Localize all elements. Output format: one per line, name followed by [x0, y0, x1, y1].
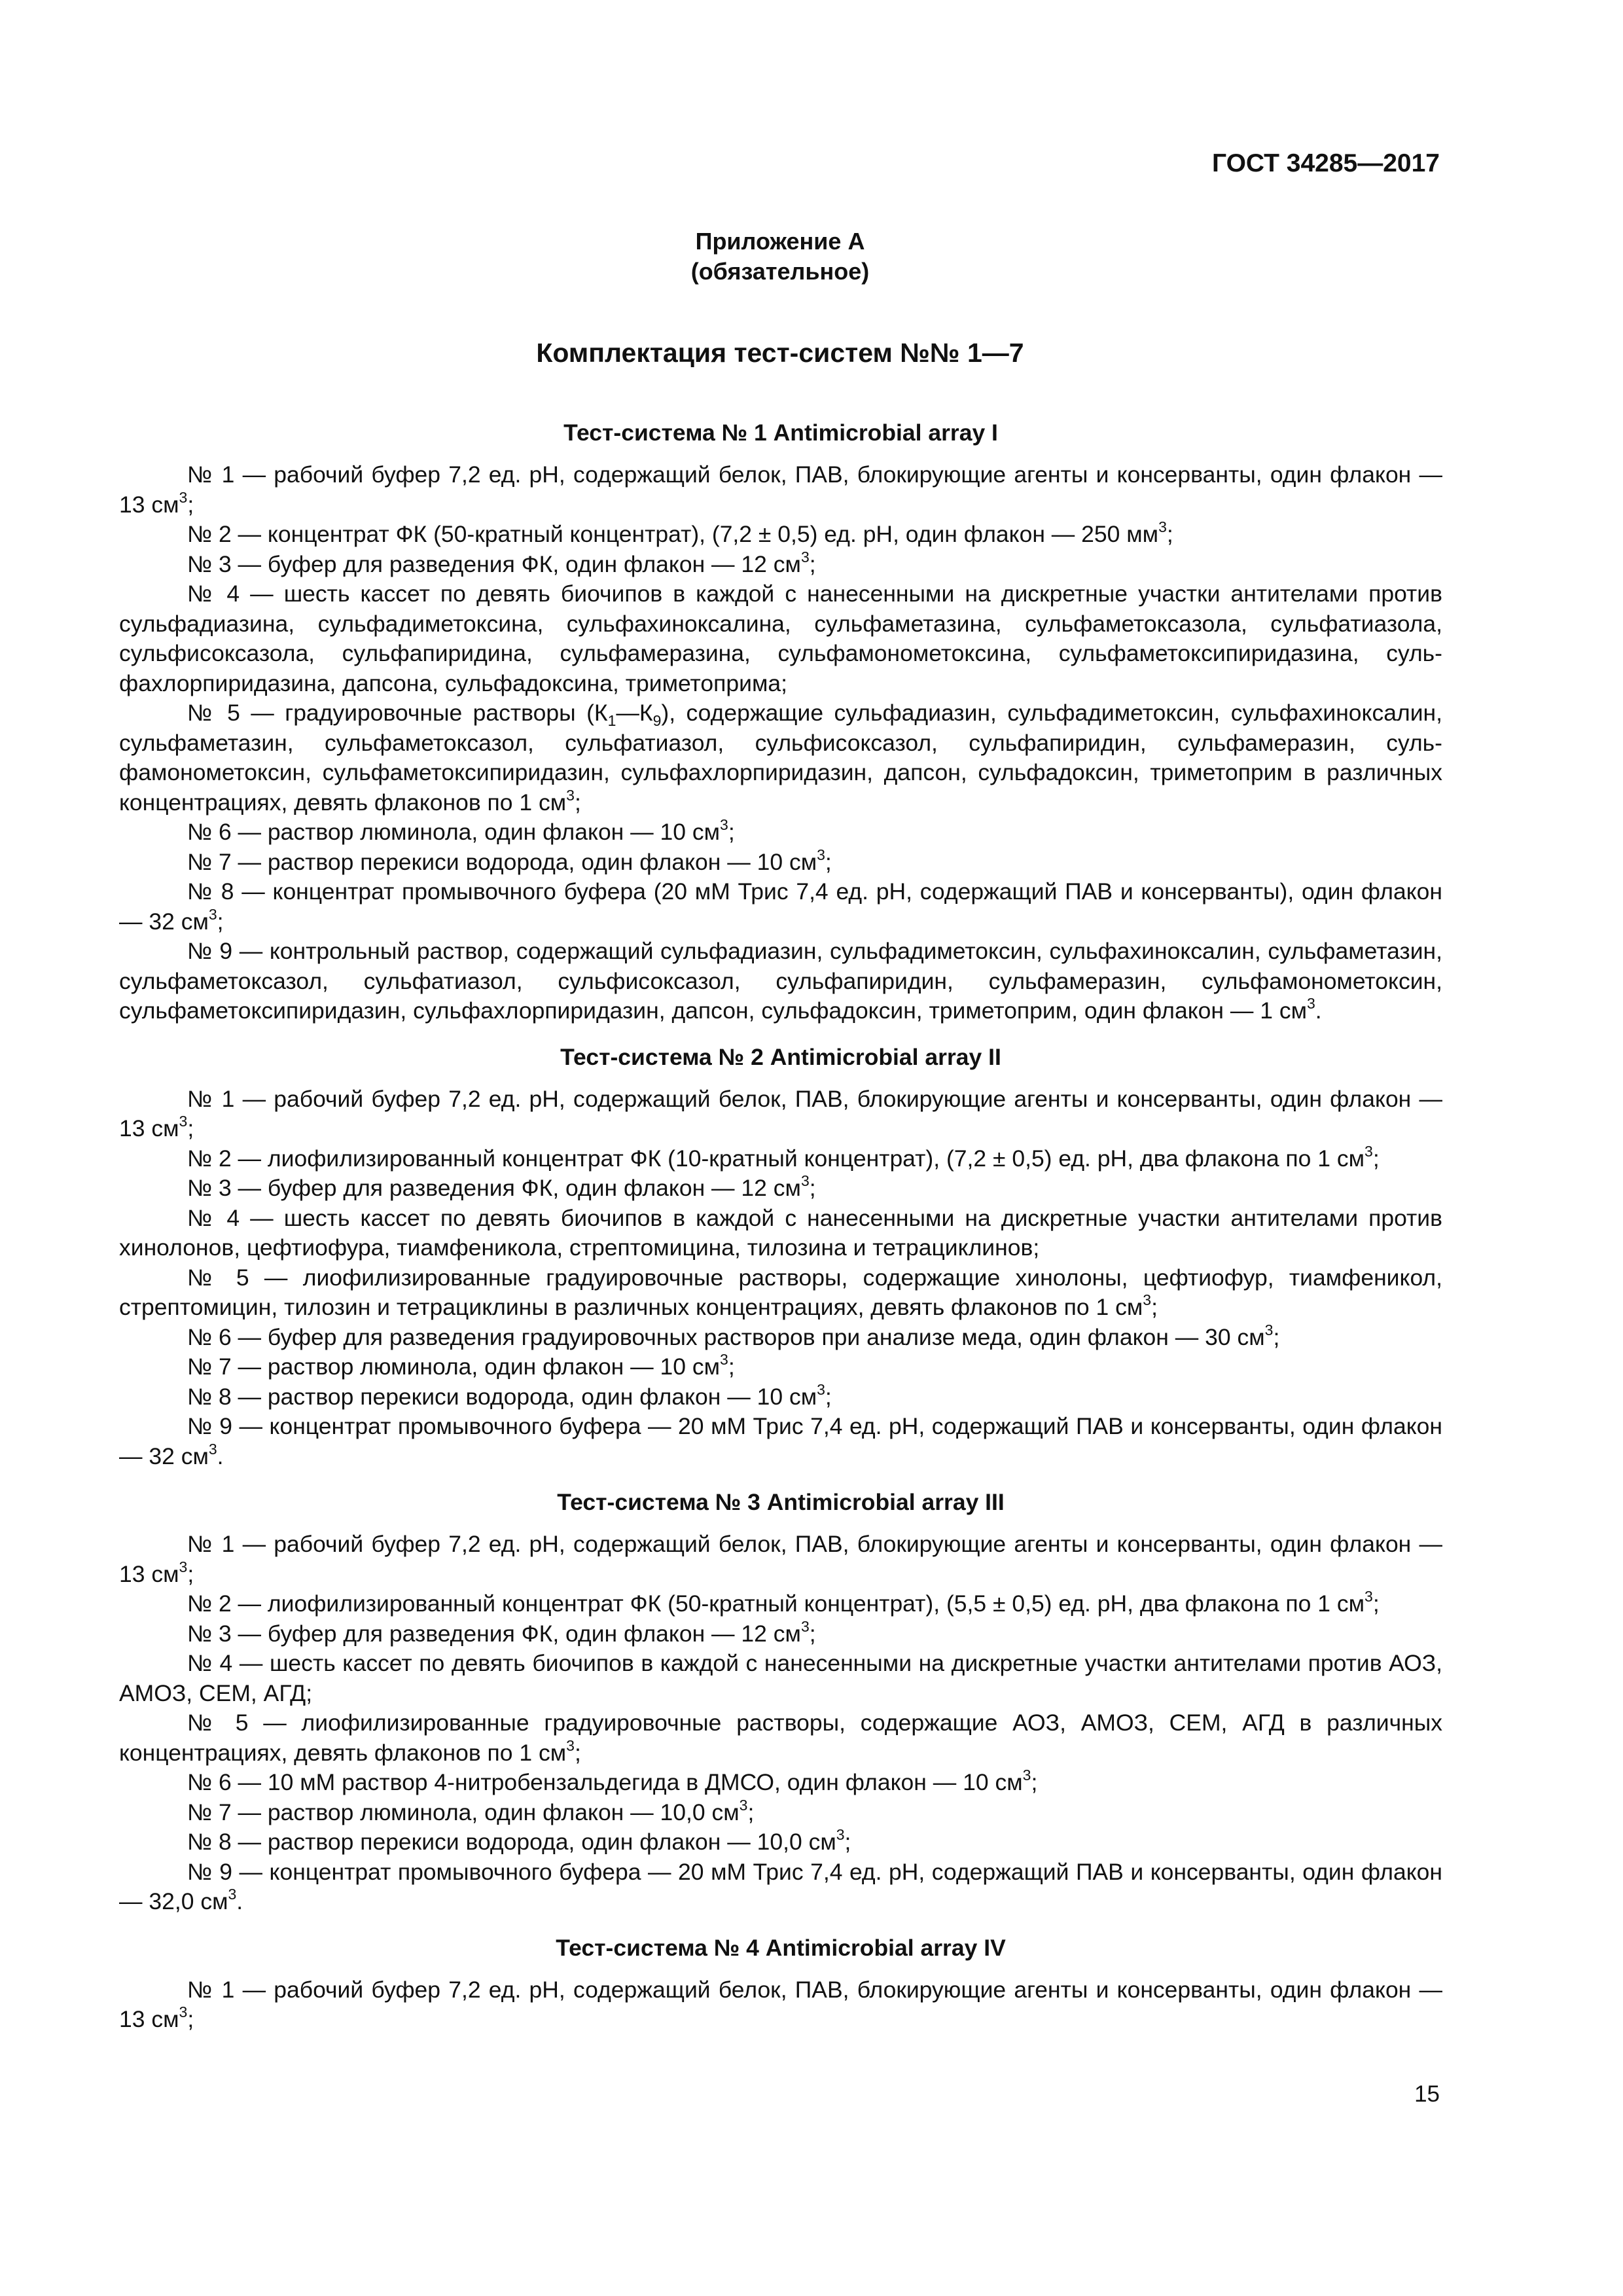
list-item: № 2 — лиофилизированный концентрат ФК (50-кратный концентрат), (5,5 ± 0,5) ед. pH, два флакона по 1 $см^3$;	[187, 1588, 1380, 1617]
test-system-1	[119, 418, 1442, 1026]
document-code: ГОСТ 34285—2017	[1212, 149, 1440, 177]
list-item: № 4 — шесть кассет по девять биочипов в каждой с нанесенными на дискретные участки антителами против хинолонов, цефтиофура, тиамфеникола, стрептомицина, тилозина и тетрациклинов;	[119, 1204, 1442, 1261]
list-item: № 3 — буфер для разведения ФК, один флакон — 12 $см^3$;	[187, 1172, 816, 1201]
list-item: № 2 — лиофилизированный концентрат ФК (10-кратный концентрат), (7,2 ± 0,5) ед. pH, два флакона по 1 $см^3$;	[187, 1142, 1380, 1172]
list-item: № 6 — 10 мМ раствор 4-нитробензальдегида в ДМСО, один флакон — 10 $см^3$;	[187, 1767, 1038, 1795]
test-system-3	[119, 1487, 1442, 1917]
list-item: № 3 — буфер для разведения ФК, один флакон — 12 $см^3$;	[187, 1617, 816, 1647]
list-item: № 5 — градуировочные растворы $(К_1—К_9)$, содержащие сульфадиазин, сульфадиметоксин, сульфахиноксалин, сульфаметазин, сульфаметоксазол, сульфатиазол, сульфисоксазол, сульфапиридин, сульфамеразин, сульфамонометоксин, сульфаметоксипиридазин, сульфахлорпиридазин, дапсон, сульфадоксин, триметоприм в различных концентрациях, девять флаконов по 1 $см^3$;	[119, 700, 1442, 816]
list-item: № 7 — раствор люминола, один флакон — 10 $см^3$;	[187, 1351, 735, 1380]
list-item: № 1 — рабочий буфер 7,2 ед. pH, содержащий белок, ПАВ, блокирующие агенты и консерванты, один флакон — 13 $см^3$;	[119, 1531, 1442, 1587]
list-item: № 2 — концентрат ФК (50-кратный концентрат), (7,2 ± 0,5) ед. pH, один флакон — 250 $мм^3$;	[187, 518, 1173, 547]
list-item: № 7 — раствор люминола, один флакон — 10,0 $см^3$;	[187, 1796, 755, 1825]
page-number: 15	[1414, 2081, 1440, 2107]
section-title: Тест-система № 2 Antimicrobial array II	[560, 1043, 1001, 1070]
test-system-2	[119, 1042, 1442, 1472]
list-item: № 1 — рабочий буфер 7,2 ед. pH, содержащий белок, ПАВ, блокирующие агенты и консерванты, один флакон — 13 $см^3$;	[119, 1976, 1442, 2032]
list-item: № 1 — рабочий буфер 7,2 ед. pH, содержащий белок, ПАВ, блокирующие агенты и консерванты, один флакон — 13 $см^3$;	[119, 1085, 1442, 1141]
annex-status: (обязательное)	[690, 258, 870, 285]
annex-heading	[118, 226, 1442, 287]
annex-title: Приложение А	[695, 228, 865, 255]
list-item: № 6 — буфер для разведения градуировочных растворов при анализе меда, один флакон — 30 $см^3$;	[187, 1321, 1280, 1350]
document-body	[119, 418, 1442, 2035]
section-title: Тест-система № 3 Antimicrobial array III	[557, 1489, 1005, 1515]
list-item: № 4 — шесть кассет по девять биочипов в каждой с нанесенными на дискретные участки антителами против сульфадиазина, сульфадиметоксина, сульфахиноксалина, сульфаметазина, сульфаметоксазола, сульфатиазола, сульфисоксазола, сульфапиридина, сульфамеразина, сульфамонометоксина, сульфаметоксипиридазина, сульфахлорпиридазина, дапсона, сульфадоксина, триметоприма;	[119, 581, 1442, 696]
list-item: № 9 — контрольный раствор, содержащий сульфадиазин, сульфадиметоксин, сульфахиноксалин, сульфаметазин, сульфаметоксазол, сульфатиазол, сульфисоксазол, сульфапиридин, сульфамеразин, сульфамонометоксин, сульфаметоксипиридазин, сульфахлорпиридазин, дапсон, сульфадоксин, триметоприм, один флакон — 1 $см^3$.	[119, 938, 1442, 1024]
test-system-4	[119, 1933, 1442, 2035]
list-item: № 3 — буфер для разведения ФК, один флакон — 12 $см^3$;	[187, 548, 816, 577]
list-item: № 4 — шесть кассет по девять биочипов в каждой с нанесенными на дискретные участки антителами против АОЗ, АМОЗ, СЕМ, АГД;	[119, 1650, 1442, 1706]
list-item: № 5 — лиофилизированные градуировочные растворы, содержащие АОЗ, АМОЗ, СЕМ, АГД в различных концентрациях, девять флаконов по 1 $см^3$;	[119, 1710, 1442, 1766]
section-title: Тест-система № 4 Antimicrobial array IV	[556, 1934, 1006, 1961]
list-item: № 8 — раствор перекиси водорода, один флакон — 10,0 $см^3$;	[187, 1826, 851, 1855]
list-item: № 8 — концентрат промывочного буфера (20 мМ Трис 7,4 ед. pH, содержащий ПАВ и консерванты), один флакон — 32 $см^3$;	[119, 878, 1442, 935]
section-title: Тест-система № 1 Antimicrobial array I	[563, 420, 998, 446]
list-item: № 5 — лиофилизированные градуировочные растворы, содержащие хинолоны, цефтиофур, тиамфеникол, стрептомицин, тилозин и тетрациклины в различных концентрациях, девять флаконов по 1 $см^3$;	[119, 1264, 1442, 1320]
list-item: № 1 — рабочий буфер 7,2 ед. pH, содержащий белок, ПАВ, блокирующие агенты и консерванты, один флакон — 13 $см^3$;	[119, 461, 1442, 518]
list-item: № 8 — раствор перекиси водорода, один флакон — 10 $см^3$;	[187, 1380, 832, 1410]
page-title: Комплектация тест-систем №№ 1—7	[536, 338, 1024, 368]
list-item: № 7 — раствор перекиси водорода, один флакон — 10 $см^3$;	[187, 846, 832, 875]
list-item: № 6 — раствор люминола, один флакон — 10 $см^3$;	[187, 816, 735, 845]
list-item: № 9 — концентрат промывочного буфера — 20 мМ Трис 7,4 ед. pH, содержащий ПАВ и консерванты, один флакон — 32 $см^3$.	[119, 1413, 1442, 1469]
list-item: № 9 — концентрат промывочного буфера — 20 мМ Трис 7,4 ед. pH, содержащий ПАВ и консерванты, один флакон — 32,0 $см^3$.	[119, 1858, 1442, 1914]
